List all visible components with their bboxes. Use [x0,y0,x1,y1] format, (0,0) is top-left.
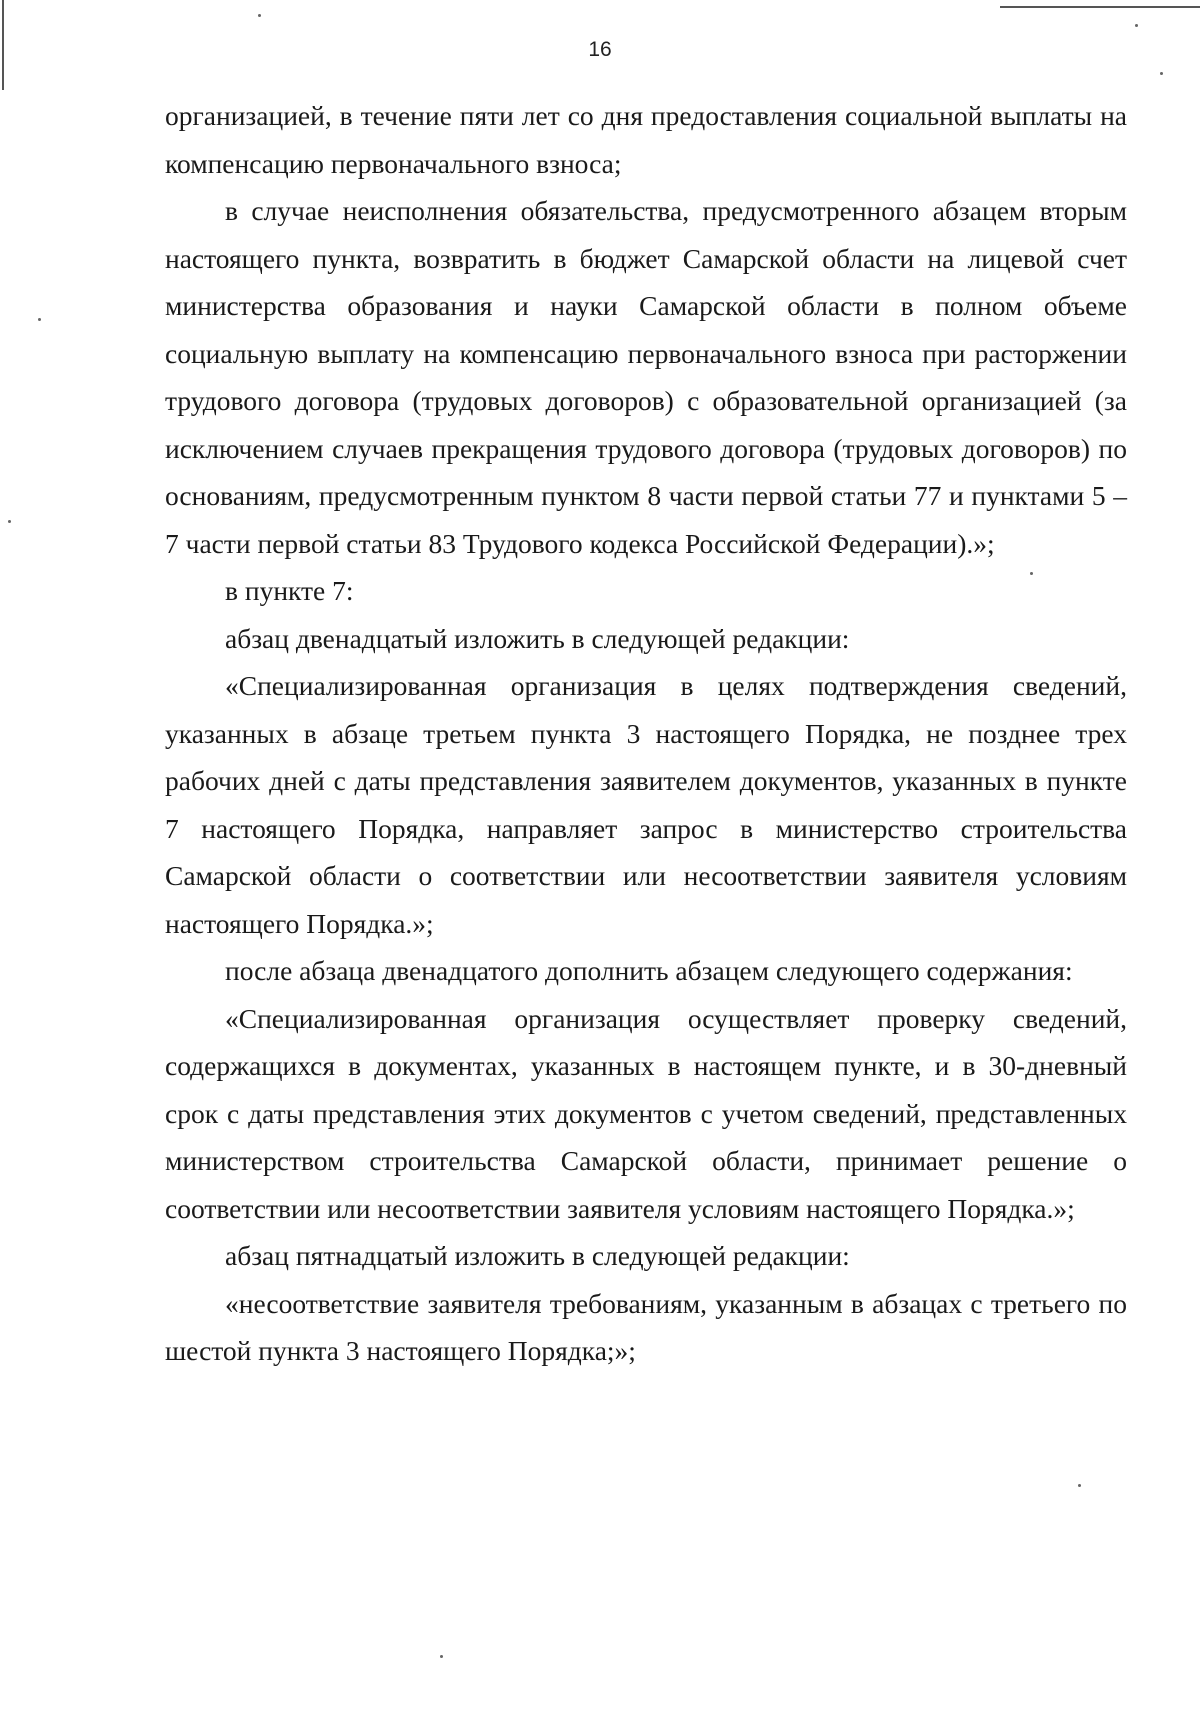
paragraph: после абзаца двенадцатого дополнить абзацем следующего содержания: [225,955,1073,986]
scan-top-line [1000,6,1200,8]
paragraph: абзац двенадцатый изложить в следующей редакции: [225,622,850,654]
scan-speck [1078,1484,1081,1487]
scan-speck [1160,72,1163,75]
paragraph: абзац пятнадцатый изложить в следующей редакции: [225,1240,850,1271]
paragraph: «Специализированная организация в целях подтверждения сведений, указанных в абзаце третьем пункта 3 настоящего Порядка, не позднее трех рабочих дней с даты представления заявителем документов, указанных в пункте 7 настоящего Порядка, направляет запрос в министерство строительства Самарской области о соответствии или несоответствии заявителя условиям настоящего Порядка.»; [165,670,1127,939]
document-body [165,92,1127,1375]
scan-speck [440,1655,443,1658]
paragraph: «несоответствие заявителя требованиям, указанным в абзацах с третьего по шестой пункта 3 настоящего Порядка;»; [165,1287,1127,1366]
paragraph: в пункте 7: [225,575,354,606]
paragraph: организацией, в течение пяти лет со дня предоставления социальной выплаты на компенсацию первоначального взноса; [165,100,1127,179]
paragraph: в случае неисполнения обязательства, предусмотренного абзацем вторым настоящего пункта, возвратить в бюджет Самарской области на лицевой счет министерства образования и науки Самарской области в полном объеме социальную выплату на компенсацию первоначального взноса при расторжении трудового договора (трудовых договоров) с образовательной организацией (за исключением случаев прекращения трудового договора (трудовых договоров) по основаниям, предусмотренным пунктом 8 части первой статьи 77 и пунктами 5 – 7 части первой статьи 83 Трудового кодекса Российской Федерации).»; [165,195,1127,559]
scan-speck [8,520,11,523]
scan-speck [1135,24,1138,27]
scan-speck [258,14,261,17]
page-number: 16 [588,38,612,61]
scan-speck [38,318,41,321]
paragraph: «Специализированная организация осуществляет проверку сведений, содержащихся в документах, указанных в настоящем пункте, и в 30-дневный срок с даты представления этих документов с учетом сведений, представленных министерством строительства Самарской области, принимает решение о соответствии или несоответствии заявителя условиям настоящего Порядка.»; [165,1002,1127,1224]
